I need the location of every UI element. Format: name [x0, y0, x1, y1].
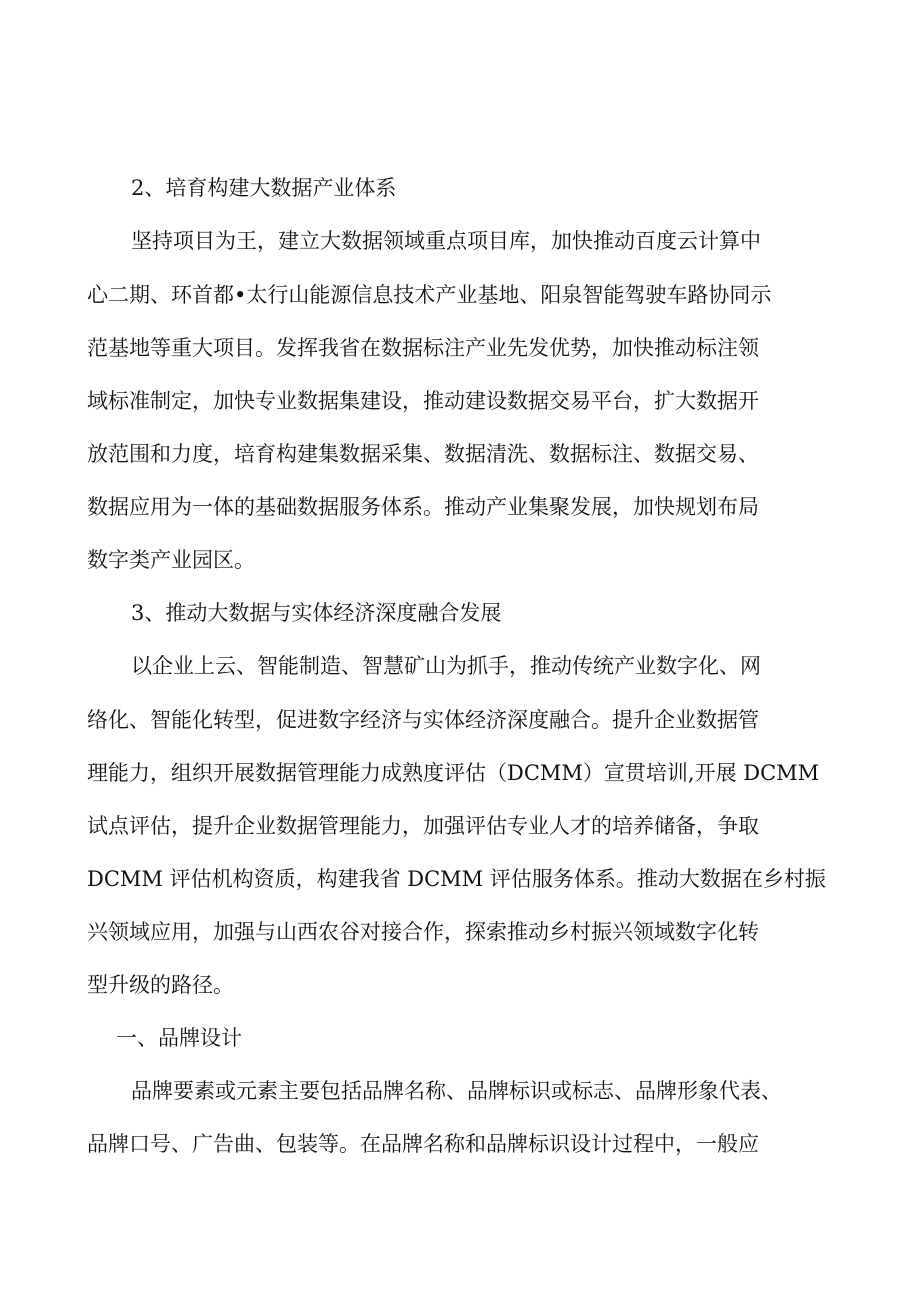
paragraph-line: 型升级的路径。 — [87, 973, 234, 997]
paragraph-line: 络化、智能化转型，促进数字经济与实体经济深度融合。提升企业数据管 — [87, 708, 759, 732]
paragraph-line: 域标准制定，加快专业数据集建设，推动建设数据交易平台，扩大数据开 — [87, 389, 759, 413]
section-heading-brand-design: 一、品牌设计 — [116, 1026, 242, 1050]
paragraph-line: 以企业上云、智能制造、智慧矿山为抓手，推动传统产业数字化、网 — [131, 654, 761, 678]
paragraph-line: 试点评估，提升企业数据管理能力，加强评估专业人才的培养储备，争取 — [87, 814, 759, 838]
section-heading-3: 3、推动大数据与实体经济深度融合发展 — [131, 601, 502, 625]
paragraph-line: 数字类产业园区。 — [87, 548, 255, 572]
paragraph-line: 放范围和力度，培育构建集数据采集、数据清洗、数据标注、数据交易、 — [87, 442, 759, 466]
paragraph-line: 兴领域应用，加强与山西农谷对接合作，探索推动乡村振兴领域数字化转 — [87, 920, 759, 944]
paragraph-line: 品牌要素或元素主要包括品牌名称、品牌标识或标志、品牌形象代表、 — [131, 1079, 782, 1103]
paragraph-line: 范基地等重大项目。发挥我省在数据标注产业先发优势，加快推动标注领 — [87, 336, 759, 360]
section-heading-2: 2、培育构建大数据产业体系 — [131, 176, 397, 200]
paragraph-line: 品牌口号、广告曲、包装等。在品牌名称和品牌标识设计过程中，一般应 — [87, 1132, 759, 1156]
paragraph-line: 理能力，组织开展数据管理能力成熟度评估（DCMM）宣贯培训,开展 DCMM — [87, 761, 820, 785]
paragraph-line: DCMM 评估机构资质，构建我省 DCMM 评估服务体系。推动大数据在乡村振 — [87, 867, 826, 891]
paragraph-line: 心二期、环首都•太行山能源信息技术产业基地、阳泉智能驾驶车路协同示 — [87, 283, 772, 307]
paragraph-line: 坚持项目为王，建立大数据领域重点项目库，加快推动百度云计算中 — [131, 229, 761, 253]
paragraph-line: 数据应用为一体的基础数据服务体系。推动产业集聚发展，加快规划布局 — [87, 495, 759, 519]
